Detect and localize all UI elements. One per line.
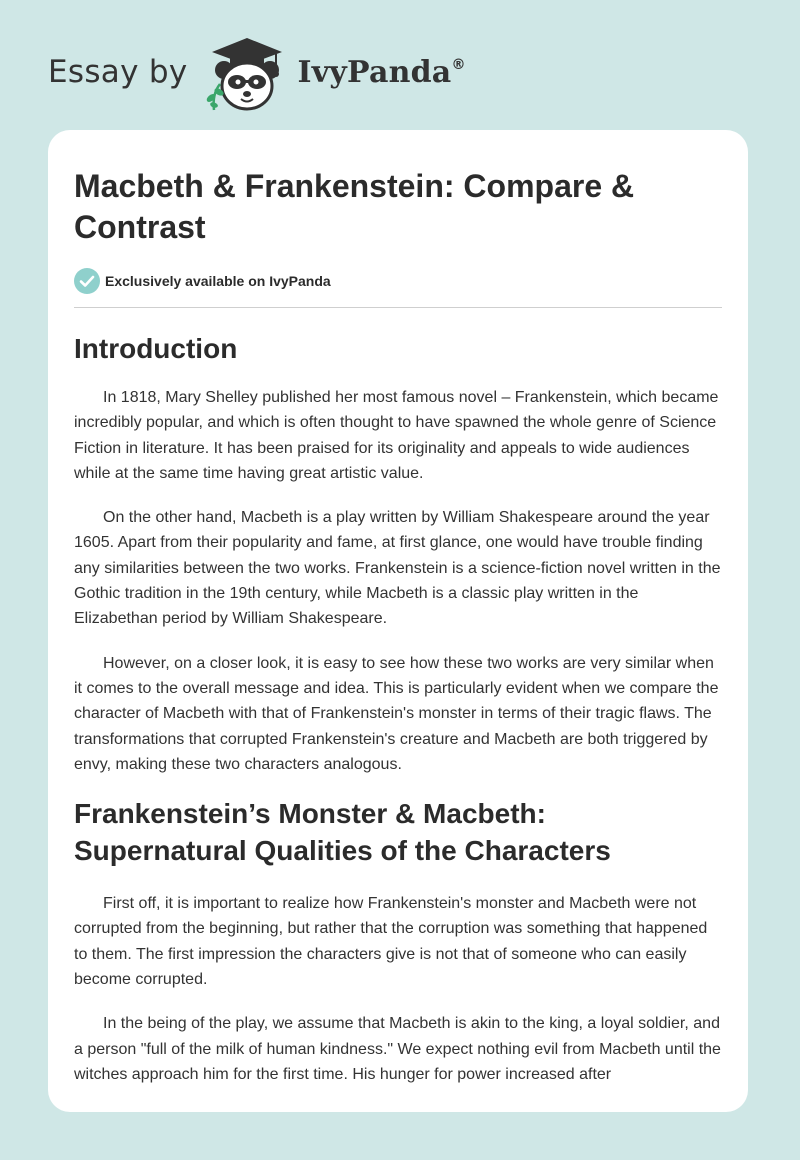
site-header (48, 32, 466, 112)
paragraph: First off, it is important to realize how Frankenstein's monster and Macbeth were not corrupted from the beginning, but rather that the corruption was something that happened to them. The first impression the characters give is not that of someone who can easily become corrupted. (74, 895, 708, 989)
title-divider (74, 307, 722, 308)
section-heading-introduction: Introduction (74, 333, 238, 364)
check-circle-icon (74, 268, 100, 294)
article-title: Macbeth & Frankenstein: Compare & Contrast (74, 168, 635, 245)
article-card (48, 130, 748, 1112)
paragraph: In the being of the play, we assume that Macbeth is akin to the king, a loyal soldier, and a person "full of the milk of human kindness." We expect nothing evil from Macbeth until the witches approach him for the first time. His hunger for power increased after (74, 1015, 721, 1083)
registered-mark: ® (451, 56, 466, 73)
panda-logo-icon[interactable] (202, 32, 292, 112)
exclusive-badge (74, 268, 722, 294)
section-heading-supernatural-qualities: Frankenstein’s Monster & Macbeth: Supernatural Qualities of the Characters (74, 798, 611, 867)
paragraph: However, on a closer look, it is easy to see how these two works are very similar when it comes to the overall message and idea. This is particularly evident when we compare the character of Macbeth with that of Frankenstein's monster in terms of their tragic flaws. The transformations that corrupted Frankenstein's creature and Macbeth are both triggered by envy, making these two characters analogous. (74, 654, 719, 773)
paragraph: On the other hand, Macbeth is a play written by William Shakespeare around the year 1605. Apart from their popularity and fame, at first glance, one would have trouble finding any similarities between the two works. Frankenstein is a science-fiction novel written in the Gothic tradition in the 19th century, while Macbeth is a classic play written in the Elizabethan period by William Shakespeare. (74, 509, 721, 628)
brand-prefix: Essay by (48, 54, 188, 90)
brand-name[interactable]: IvyPanda® (297, 54, 466, 90)
paragraph: In 1818, Mary Shelley published her most famous novel – Frankenstein, which became incredibly popular, and which is often thought to have spawned the whole genre of Science Fiction in literature. It has been praised for its originality and appeals to wide audiences while at the same time having great artistic value. (74, 389, 719, 482)
exclusive-badge-text: Exclusively available on IvyPanda (105, 273, 331, 289)
